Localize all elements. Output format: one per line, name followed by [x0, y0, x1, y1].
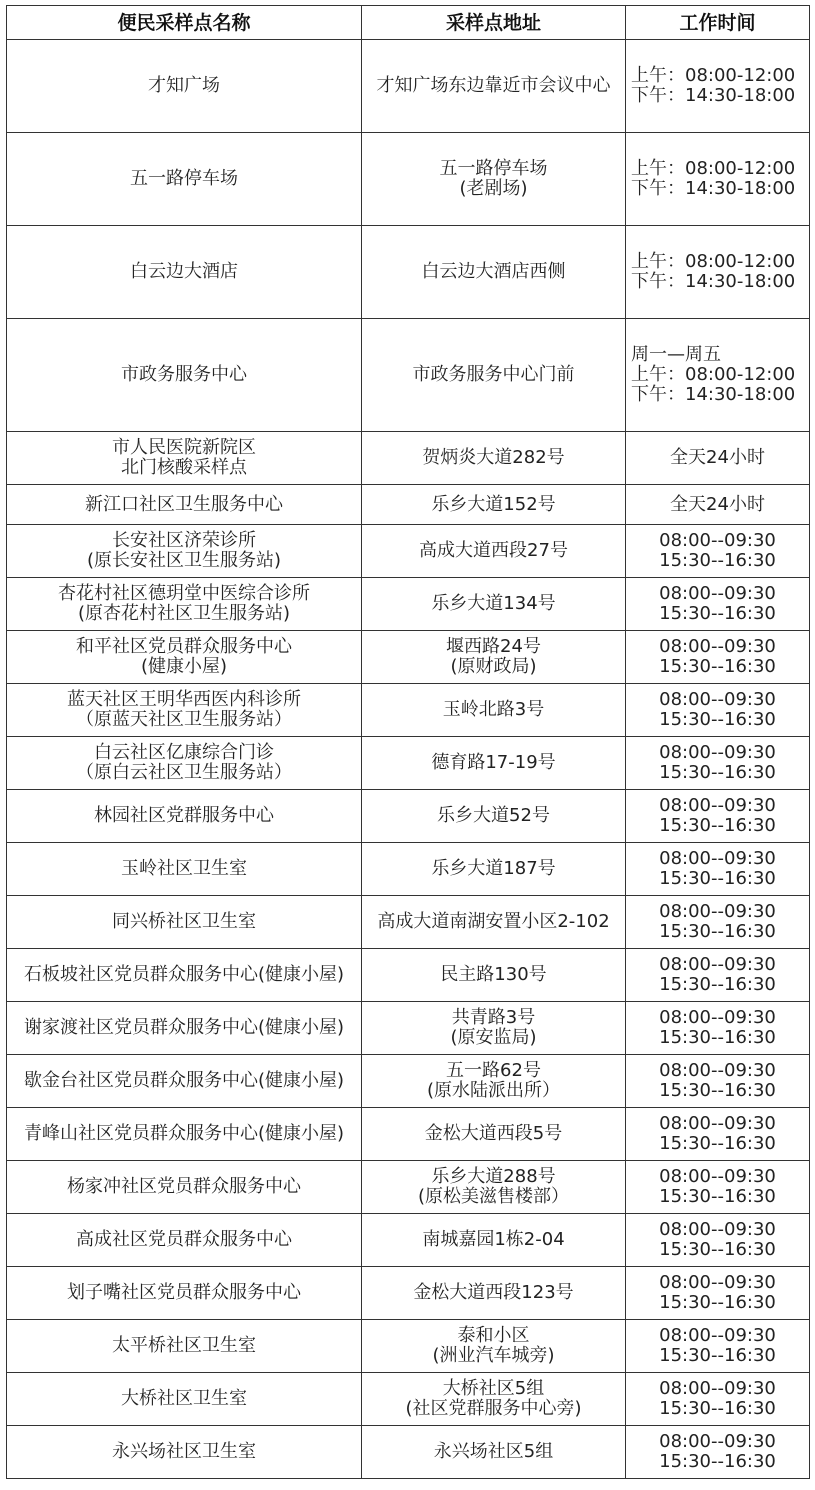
- site-address-cell: [362, 1055, 626, 1108]
- site-name-cell: [7, 226, 362, 319]
- site-name-line: 杨家冲社区党员群众服务中心: [67, 1176, 301, 1197]
- working-hours-line: 08:00--09:30: [659, 689, 776, 710]
- working-hours-line: 08:00--09:30: [659, 1060, 776, 1081]
- site-address-line: 德育路17-19号: [431, 752, 556, 773]
- working-hours-line: 08:00--09:30: [659, 1378, 776, 1399]
- site-name-cell: [7, 40, 362, 133]
- working-hours-line: 08:00--09:30: [659, 795, 776, 816]
- site-name-line: 林园社区党群服务中心: [94, 805, 274, 826]
- site-address-line: 永兴场社区5组: [433, 1441, 554, 1462]
- working-hours-cell: [626, 790, 810, 843]
- table-row: [7, 737, 810, 790]
- site-name-line: 青峰山社区党员群众服务中心(健康小屋): [23, 1123, 345, 1144]
- site-name-line: 才知广场: [148, 75, 220, 96]
- site-address-cell: [362, 1426, 626, 1479]
- table-row: [7, 319, 810, 432]
- site-address-cell: [362, 525, 626, 578]
- working-hours-cell: [626, 1267, 810, 1320]
- working-hours-line: 上午：08:00-12:00: [631, 251, 796, 272]
- site-address-line: 乐乡大道152号: [431, 493, 556, 515]
- site-name-line: 太平桥社区卫生室: [112, 1335, 256, 1356]
- working-hours-cell: [626, 1426, 810, 1479]
- working-hours-line: 08:00--09:30: [659, 742, 776, 763]
- site-name-line: (健康小屋): [140, 656, 228, 677]
- working-hours-line: 下午：14:30-18:00: [631, 178, 796, 199]
- site-address-cell: [362, 1373, 626, 1426]
- site-name-cell: [7, 1426, 362, 1479]
- site-name-cell: [7, 1267, 362, 1320]
- site-name-line: （原蓝天社区卫生服务站）: [76, 709, 292, 730]
- site-address-line: (老剧场): [459, 178, 528, 199]
- table-row: [7, 1373, 810, 1426]
- site-name-line: 高成社区党员群众服务中心: [76, 1229, 292, 1250]
- working-hours-line: 15:30--16:30: [659, 974, 776, 995]
- table-row: [7, 226, 810, 319]
- site-address-line: 金松大道西段123号: [413, 1282, 574, 1303]
- working-hours-line: 08:00--09:30: [659, 848, 776, 869]
- site-name-line: 谢家渡社区党员群众服务中心(健康小屋): [23, 1017, 345, 1038]
- header-site-name: 便民采样点名称: [7, 6, 362, 40]
- site-name-line: 长安社区济荣诊所: [112, 530, 256, 551]
- site-address-line: 市政务服务中心门前: [412, 364, 575, 385]
- working-hours-cell: [626, 949, 810, 1002]
- site-address-line: 才知广场东边靠近市会议中心: [376, 75, 611, 96]
- site-address-line: (原松美滋售楼部）: [417, 1186, 570, 1207]
- working-hours-cell: [626, 578, 810, 631]
- working-hours-cell: [626, 1055, 810, 1108]
- site-name-line: 永兴场社区卫生室: [112, 1441, 256, 1462]
- site-address-line: 大桥社区5组: [442, 1378, 545, 1399]
- working-hours-line: 上午：08:00-12:00: [631, 364, 796, 385]
- site-name-cell: [7, 485, 362, 525]
- site-address-line: 乐乡大道288号: [431, 1166, 556, 1187]
- site-name-cell: [7, 737, 362, 790]
- working-hours-line: 全天24小时: [670, 447, 765, 468]
- working-hours-cell: [626, 226, 810, 319]
- site-address-cell: [362, 40, 626, 133]
- site-address-line: (洲业汽车城旁): [432, 1345, 555, 1366]
- site-address-line: 高成大道南湖安置小区2-102: [377, 911, 610, 932]
- table-row: [7, 1426, 810, 1479]
- site-address-line: 贺炳炎大道282号: [422, 447, 565, 468]
- site-address-cell: [362, 485, 626, 525]
- site-name-line: 市政务服务中心: [121, 364, 247, 385]
- table-row: [7, 578, 810, 631]
- site-address-cell: [362, 631, 626, 684]
- working-hours-line: 15:30--16:30: [659, 815, 776, 836]
- working-hours-cell: [626, 133, 810, 226]
- table-row: [7, 432, 810, 485]
- working-hours-cell: [626, 896, 810, 949]
- table-row: [7, 1108, 810, 1161]
- table-row: [7, 631, 810, 684]
- sampling-sites-table: [6, 5, 810, 1479]
- site-name-line: 北门核酸采样点: [121, 457, 247, 478]
- site-name-cell: [7, 432, 362, 485]
- working-hours-cell: [626, 1161, 810, 1214]
- site-address-cell: [362, 684, 626, 737]
- working-hours-line: 15:30--16:30: [659, 709, 776, 730]
- site-address-cell: [362, 1320, 626, 1373]
- working-hours-line: 15:30--16:30: [659, 656, 776, 677]
- site-name-cell: [7, 1161, 362, 1214]
- table-body: [7, 40, 810, 1479]
- table-row: [7, 1055, 810, 1108]
- table-row: [7, 40, 810, 133]
- site-address-line: 乐乡大道134号: [431, 593, 556, 614]
- table-row: [7, 896, 810, 949]
- table-row: [7, 949, 810, 1002]
- site-name-line: （原白云社区卫生服务站）: [76, 762, 292, 783]
- working-hours-line: 周一—周五: [631, 344, 721, 365]
- site-name-line: (原杏花村社区卫生服务站): [77, 603, 291, 624]
- working-hours-line: 15:30--16:30: [659, 603, 776, 624]
- site-address-cell: [362, 843, 626, 896]
- site-address-line: 高成大道西段27号: [419, 540, 568, 561]
- site-name-cell: [7, 1214, 362, 1267]
- site-address-line: 民主路130号: [440, 964, 547, 985]
- site-name-line: 杏花村社区德玥堂中医综合诊所: [58, 583, 310, 604]
- site-address-line: (原水陆派出所）: [426, 1080, 561, 1101]
- working-hours-line: 08:00--09:30: [659, 530, 776, 551]
- working-hours-line: 15:30--16:30: [659, 1292, 776, 1313]
- site-name-cell: [7, 790, 362, 843]
- site-name-line: 新江口社区卫生服务中心: [85, 493, 283, 515]
- site-address-line: 金松大道西段5号: [424, 1123, 563, 1144]
- table-row: [7, 1214, 810, 1267]
- working-hours-line: 15:30--16:30: [659, 1451, 776, 1472]
- working-hours-line: 08:00--09:30: [659, 954, 776, 975]
- site-name-line: 白云社区亿康综合门诊: [94, 742, 274, 763]
- working-hours-cell: [626, 631, 810, 684]
- working-hours-cell: [626, 1108, 810, 1161]
- site-address-line: (原安监局): [450, 1027, 537, 1048]
- working-hours-line: 15:30--16:30: [659, 1186, 776, 1207]
- site-address-line: 乐乡大道187号: [431, 858, 556, 879]
- site-name-cell: [7, 896, 362, 949]
- site-name-line: 大桥社区卫生室: [121, 1388, 247, 1409]
- working-hours-cell: [626, 684, 810, 737]
- working-hours-line: 15:30--16:30: [659, 868, 776, 889]
- working-hours-line: 08:00--09:30: [659, 1272, 776, 1293]
- site-name-line: 玉岭社区卫生室: [121, 858, 247, 879]
- table-row: [7, 1161, 810, 1214]
- site-address-line: 五一路停车场: [439, 158, 548, 179]
- header-row: [7, 6, 810, 40]
- site-address-cell: [362, 1002, 626, 1055]
- working-hours-line: 15:30--16:30: [659, 1239, 776, 1260]
- site-name-line: 蓝天社区王明华西医内科诊所: [67, 689, 301, 710]
- header-working-hours: 工作时间: [626, 6, 810, 40]
- table-row: [7, 1002, 810, 1055]
- table-header: [7, 6, 810, 40]
- table-row: [7, 843, 810, 896]
- working-hours-line: 15:30--16:30: [659, 1398, 776, 1419]
- site-name-cell: [7, 949, 362, 1002]
- site-name-cell: [7, 843, 362, 896]
- working-hours-cell: [626, 40, 810, 133]
- table-row: [7, 1320, 810, 1373]
- site-address-line: 泰和小区: [457, 1325, 530, 1346]
- site-name-line: (原长安社区卫生服务站): [86, 550, 282, 571]
- site-name-cell: [7, 631, 362, 684]
- site-address-cell: [362, 949, 626, 1002]
- site-address-line: (社区党群服务中心旁): [405, 1398, 582, 1419]
- site-address-cell: [362, 1161, 626, 1214]
- working-hours-line: 15:30--16:30: [659, 762, 776, 783]
- working-hours-line: 全天24小时: [670, 493, 765, 515]
- site-address-line: 乐乡大道52号: [437, 805, 550, 826]
- working-hours-line: 15:30--16:30: [659, 1133, 776, 1154]
- table-row: [7, 133, 810, 226]
- working-hours-line: 上午：08:00-12:00: [631, 65, 796, 86]
- site-name-line: 和平社区党员群众服务中心: [76, 636, 292, 657]
- site-name-line: 市人民医院新院区: [112, 437, 256, 458]
- site-name-cell: [7, 1002, 362, 1055]
- working-hours-line: 08:00--09:30: [659, 1219, 776, 1240]
- site-name-line: 同兴桥社区卫生室: [112, 911, 256, 932]
- working-hours-line: 下午：14:30-18:00: [631, 271, 796, 292]
- working-hours-line: 08:00--09:30: [659, 1166, 776, 1187]
- table-row: [7, 684, 810, 737]
- working-hours-cell: [626, 1214, 810, 1267]
- site-name-line: 划子嘴社区党员群众服务中心: [67, 1282, 301, 1303]
- site-name-cell: [7, 578, 362, 631]
- table-row: [7, 790, 810, 843]
- working-hours-line: 下午：14:30-18:00: [631, 85, 796, 106]
- site-name-cell: [7, 1373, 362, 1426]
- site-name-cell: [7, 1108, 362, 1161]
- site-name-cell: [7, 133, 362, 226]
- working-hours-cell: [626, 319, 810, 432]
- site-address-line: (原财政局): [450, 656, 537, 677]
- site-address-line: 南城嘉园1栋2-04: [422, 1229, 565, 1250]
- site-address-cell: [362, 133, 626, 226]
- site-address-cell: [362, 432, 626, 485]
- site-address-cell: [362, 737, 626, 790]
- site-address-cell: [362, 226, 626, 319]
- working-hours-line: 下午：14:30-18:00: [631, 384, 796, 405]
- site-address-cell: [362, 1108, 626, 1161]
- site-address-line: 五一路62号: [446, 1060, 541, 1081]
- working-hours-line: 15:30--16:30: [659, 1345, 776, 1366]
- site-address-line: 堰西路24号: [446, 636, 541, 657]
- site-address-cell: [362, 896, 626, 949]
- site-address-cell: [362, 1267, 626, 1320]
- site-name-cell: [7, 684, 362, 737]
- working-hours-line: 上午：08:00-12:00: [631, 158, 796, 179]
- working-hours-line: 08:00--09:30: [659, 1007, 776, 1028]
- working-hours-line: 15:30--16:30: [659, 550, 776, 571]
- working-hours-line: 08:00--09:30: [659, 901, 776, 922]
- site-name-cell: [7, 1055, 362, 1108]
- site-address-line: 白云边大酒店西侧: [421, 261, 566, 282]
- site-name-line: 五一路停车场: [130, 168, 238, 189]
- working-hours-line: 08:00--09:30: [659, 1113, 776, 1134]
- site-address-line: 共青路3号: [451, 1007, 536, 1028]
- table-row: [7, 1267, 810, 1320]
- working-hours-line: 15:30--16:30: [659, 1080, 776, 1101]
- site-name-line: 歇金台社区党员群众服务中心(健康小屋): [23, 1070, 345, 1091]
- working-hours-cell: [626, 525, 810, 578]
- site-address-cell: [362, 1214, 626, 1267]
- table-row: [7, 485, 810, 525]
- working-hours-cell: [626, 432, 810, 485]
- working-hours-cell: [626, 843, 810, 896]
- site-name-cell: [7, 1320, 362, 1373]
- working-hours-line: 15:30--16:30: [659, 1027, 776, 1048]
- working-hours-line: 08:00--09:30: [659, 636, 776, 657]
- site-name-line: 石板坡社区党员群众服务中心(健康小屋): [23, 964, 345, 985]
- working-hours-cell: [626, 737, 810, 790]
- working-hours-cell: [626, 1002, 810, 1055]
- working-hours-cell: [626, 485, 810, 525]
- working-hours-cell: [626, 1373, 810, 1426]
- working-hours-cell: [626, 1320, 810, 1373]
- working-hours-line: 08:00--09:30: [659, 583, 776, 604]
- working-hours-line: 15:30--16:30: [659, 921, 776, 942]
- site-name-line: 白云边大酒店: [130, 261, 238, 282]
- site-address-cell: [362, 578, 626, 631]
- site-address-cell: [362, 790, 626, 843]
- working-hours-line: 08:00--09:30: [659, 1431, 776, 1452]
- header-site-address: 采样点地址: [362, 6, 626, 40]
- site-address-line: 玉岭北路3号: [442, 699, 545, 720]
- working-hours-line: 08:00--09:30: [659, 1325, 776, 1346]
- site-address-cell: [362, 319, 626, 432]
- site-name-cell: [7, 319, 362, 432]
- site-name-cell: [7, 525, 362, 578]
- table-row: [7, 525, 810, 578]
